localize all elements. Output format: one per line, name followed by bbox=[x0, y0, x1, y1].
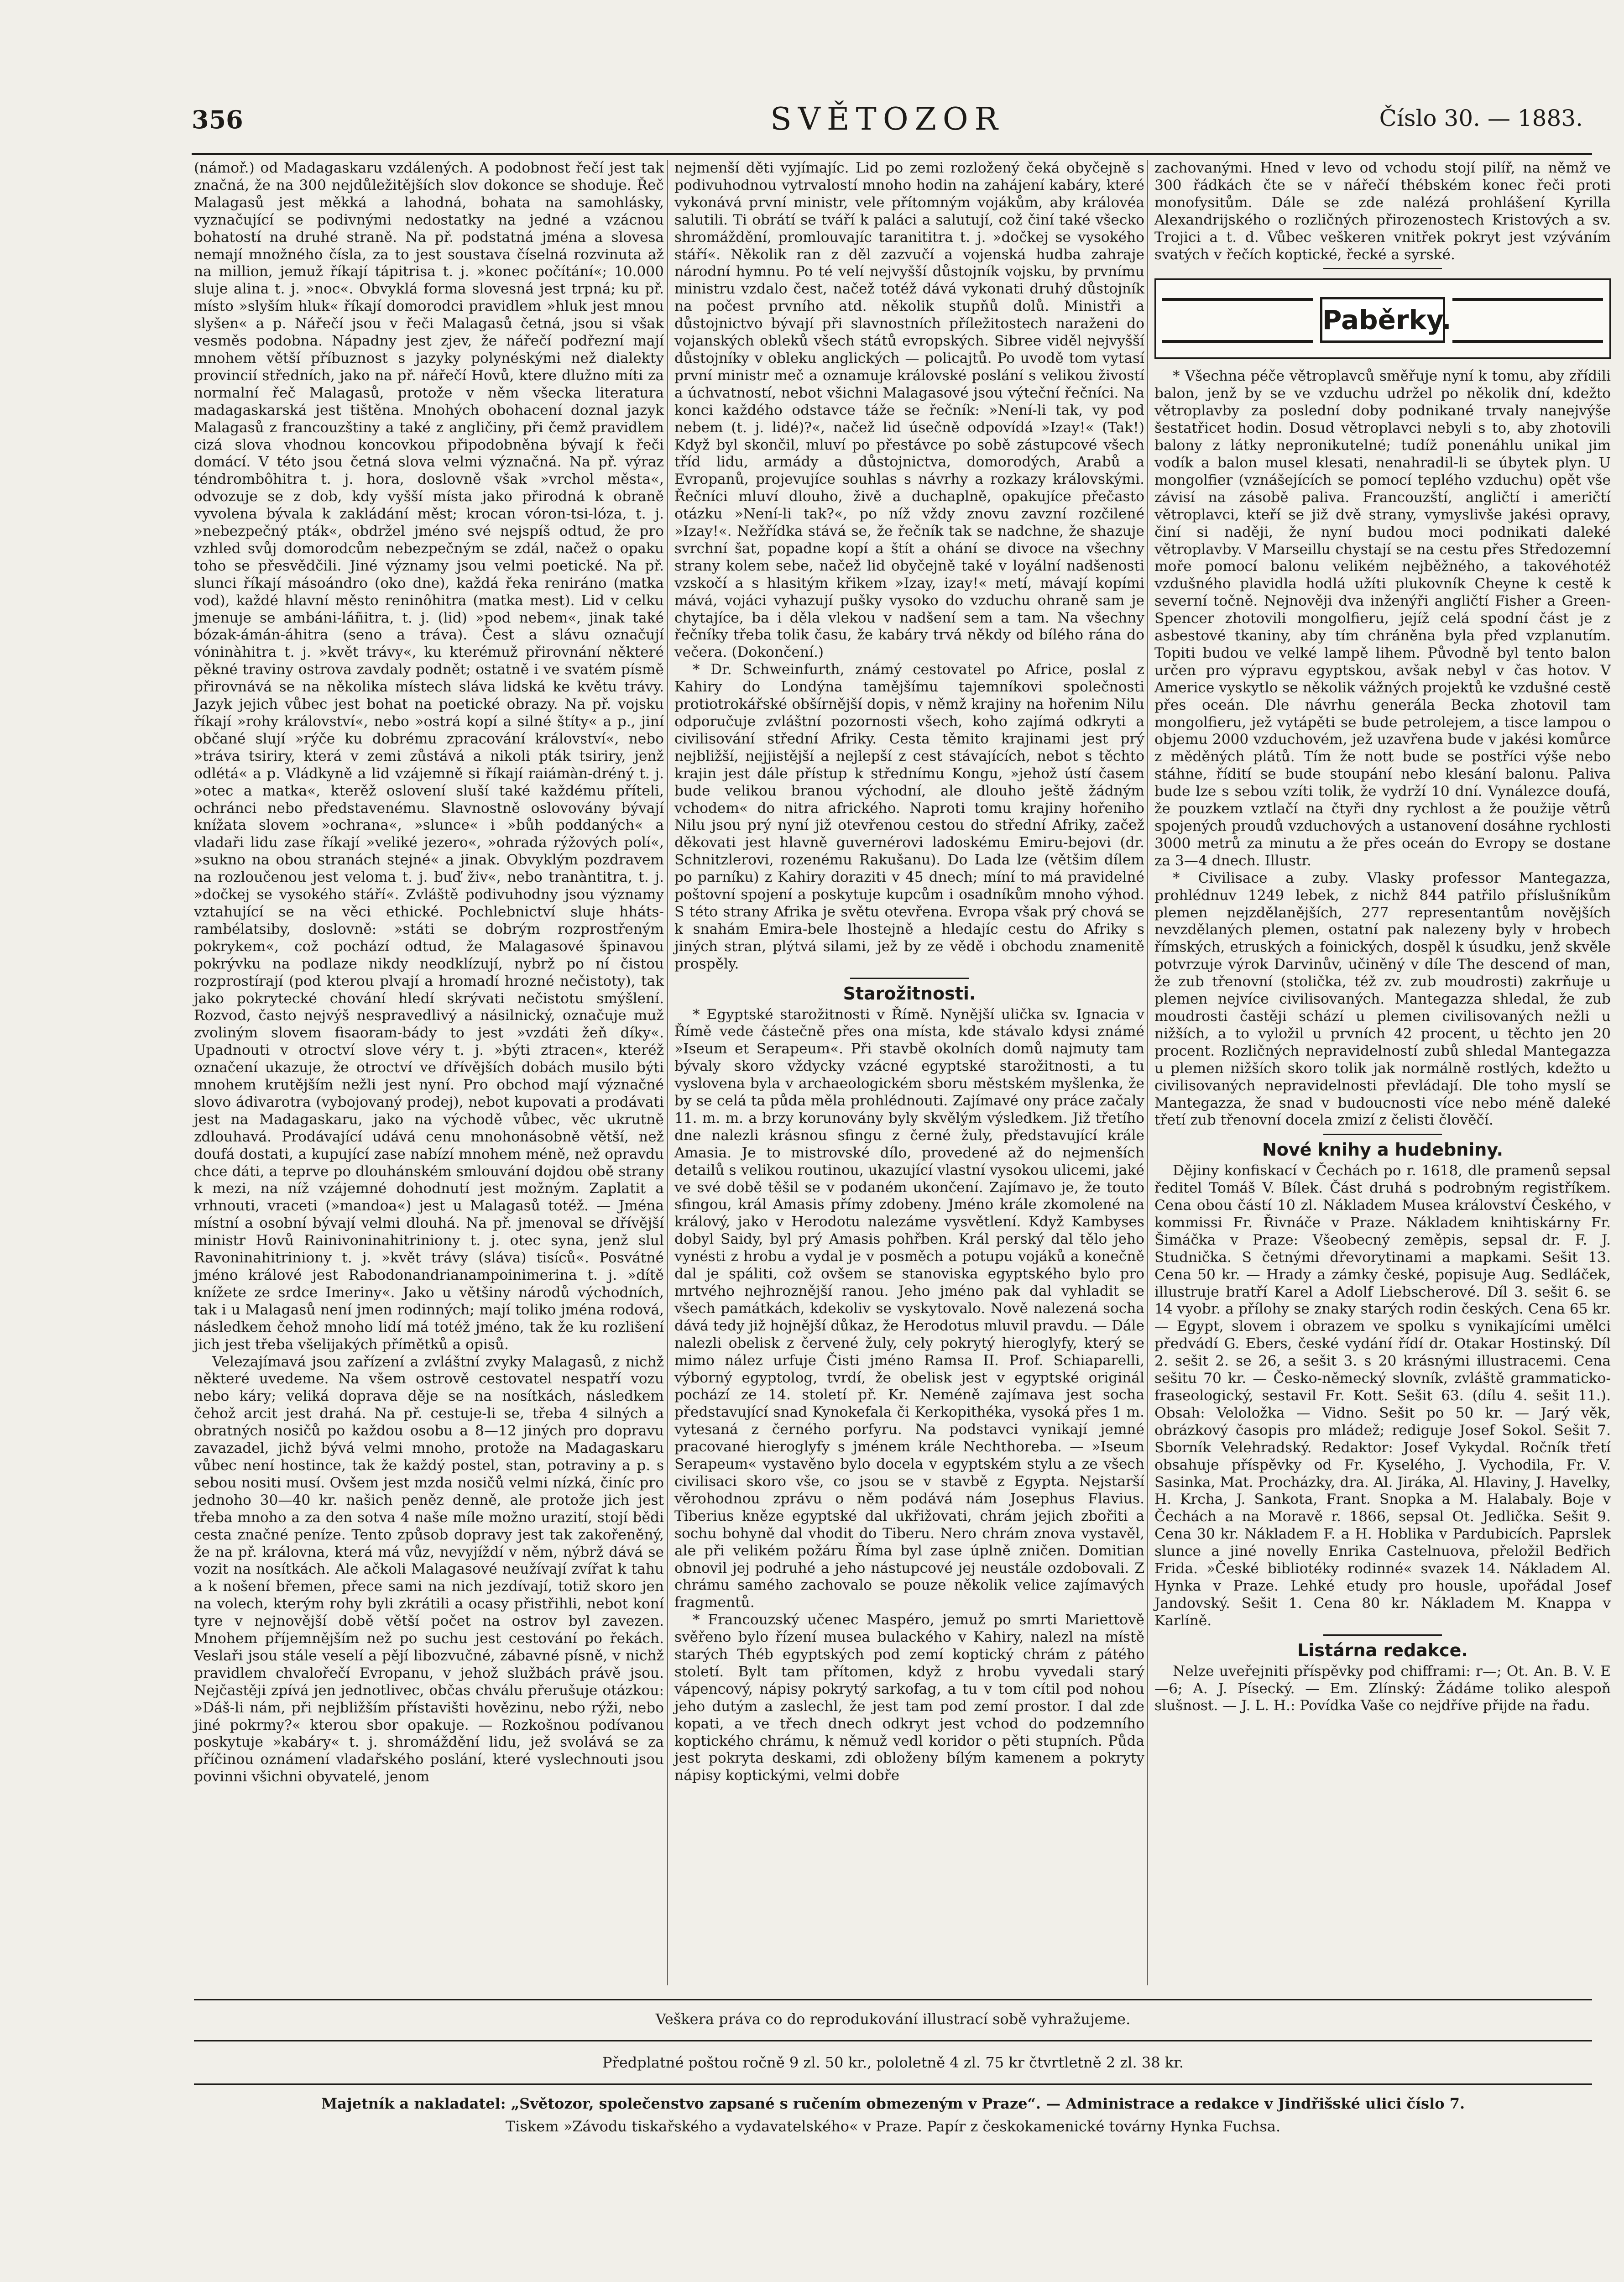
article-paragraph: (námoř.) od Madagaskaru vzdálených. A podobnost řečí jest tak značná, že na 300 nejdůležitějších slov dokonce se shoduje. Řeč Malagasů jest měkká a lahodná, bohata na samohlásky, vyznačující se podivnými nedostatky na jedné a vzácnou bohatostí na druhé straně. Na př. podstatná jména a slovesa nemají množného čísla, za to jest soustava číselná rozvinuta až na million, jemuž říkají tápitrisa t. j. »konec počítání«; 10.000 sluje alina t. j. »noc«. Obvyklá forma slovesná jest trpná; ku př. místo »slyším hluk« říkají domorodci pravidlem »hluk jest mnou slyšen« a p. Nářečí jsou v řeči Malagasů četná, jsou si však vesměs podobna. Nápadny jest zjev, že nářečí podřezní mají mnohem větší příbuznost s jazyky polynéskými než dialekty provincií středních, jako na př. nářečí Hovů, ktere dlužno míti za normalní řeč Malagasů, protože v něm všecka literatura madagaskarská jest tištěna. Mnohých obohacení doznal jazyk Malagasů z francouzštiny a také z angličiny, při čemž pravidlem cizá slova vhodnou koncovkou připodobněna bývají k řeči domácí. V této jsou četná slova velmi význačná. Na př. výraz téndrombôhitra t. j. hora, doslovně však »vrchol města«, odvozuje se z dob, kdy vyšší místa jako přirodná k obraně vyvolena bývala k zakládání měst; krocan vóron-tsi-lóza, t. j. »nebezpečný pták«, obdržel jméno své nejspíš odtud, že pro vzhled svůj domorodcům nebezpečným se zdál, načež o opaku toho se přesvědčili. Jiné významy jsou velmi poetické. Na př. slunci říkají másoándro (oko dne), každá řeka reniráno (matka vod), každé hlavní město reninôhitra (matka mest). Lid v celku jmenuje se ambáni-láñitra, t. j. (lid) »pod nebem«, jinak také bózak-ámán-áhitra (seno a tráva). Čest a slávu označují vóninàhitra t. j. »květ trávy«, ku kterémuž přirovnání některé pěkné traviny ostrova zavdaly podnět; ostatně i ve svatém písmě přirovnává se na několika místech sláva lidská ke květu trávy. Jazyk jejich vůbec jest bohat na poetické obrazy. Na př. vojsku říkají »rohy království«, nebo »ostrá kopí a silné štíty« a p., jiní občané slují »rýče ku dobrému zpracování království«, nebo »tráva tsiriry, která v zemi zůstává a nikoli pták tsiriry, jenž odlétá« a p. Vládkyně a lid vzájemně si říkají raiámàn-dréný t. j. »otec a matka«, kterěž oslovení sluší také každému příteli, ochránci nebo představenému. Slavnostně oslovovány bývají knížata slovem »ochrana«, »slunce« i »bůh poddaných« a vladaři lidu zase říkají »veliké jezero«, »ohrada rýžových polí«, »sukno na obou stranách stejné« a jinak. Obvyklým pozdravem na rozloučenou jest veloma t. j. buď živ«, nebo tranàntitra, t. j. »dočkej se vysokého stáří«. Zvláště podivuhodny jsou významy vztahující se na věci ethické. Pochlebnictví sluje hháts-rambélatsiby, doslovně: »státi se dobrým rozprostřeným pokrykem«, což pochází odtud, že Malagasové špinavou pokrývku na podlaze nikdy neodklízují, nybrž po ní čistou rozprostírají (pod kterou plvají a hromadí hrozné nečistoty), tak jako pokrytecké chování hledí skrývati nečistotu smýšlení. Rozvod, často nejvýš nespravedlivý a násilnický, označuje muž zvoliným slovem fisaoram-bády to jest »vzdáti žeň díky«. Upadnouti v otroctví slove véry t. j. »býti ztracen«, kteréž označení ukazuje, že otroctví ve dřívějších dobách musilo býti mnohem krutějším nežli jest nyní. Pro obchod mají význačné slovo ádivarotra (vybojovaný prodej), nebot kupovati a prodávati jest na Madagaskaru, jako na východě vůbec, věc ukrutně zdlouhavá. Prodávající udává cenu mnohonásobně větší, než doufá dostati, a kupující zase nabízí mnohem méně, než opravdu chce dáti, a teprve po dlouhánském smlouvání dojdou obě strany k mezi, na níž vzájemné dohodnutí jest možným. Zaplatit a vrhnouti, vraceti (»mandoa«) jest u Malagasů totéž. — Jména místní a osobní bývají velmi dlouhá. Na př. jmenoval se dřívější ministr Hovů Rainivoninahitriniony t. j. otec syna, jenž slul Ravoninahitriniony t. j. »květ trávy (sláva) tisíců«. Posvátné jméno králové jest Rabodonandrianampoinimerina t. j. »dítě knížete ze srdce Imeriny«. Jako u většiny národů východních, tak i u Malagasů není jmen rodinných; mají toliko jména rodová, následkem čehož mnoho lidí má totéž jméno, tak že ku rozlišení jich jest třeba všelijakých přímětků a opisů. bbox=[194, 160, 664, 1353]
footer-rule bbox=[194, 2040, 1592, 2041]
book-listings: Dějiny konfiskací v Čechách po r. 1618, dle pramenů sepsal ředitel Tomáš V. Bílek. Část druhá s podrobným registříkem. Cena obou částí 10 zl. Nákladem Musea království Českého, v kommissi Fr. Řivnáče v Praze. Nákladem knihtiskárny Fr. Šimáčka v Praze: Všeobecný zeměpis, sepsal dr. F. J. Studnička. S četnými dřevorytinami a mapkami. Sešit 13. Cena 50 kr. — Hrady a zámky české, popisuje Aug. Sedláček, illustruje bratří Karel a Adolf Liebscherové. Díl 3. sešit 6. se 14 vyobr. a přílohy se znaky starých rodin českých. Cena 65 kr. — Egypt, slovem i obrazem ve spolku s vynikajícími umělci předvádí G. Ebers, české vydání řídí dr. Otakar Hostinský. Díl 2. sešit 2. se 26, a sešit 3. s 20 krásnými illustracemi. Cena sešitu 70 kr. — Česko-německý slovník, zvláště grammaticko-fraseologický, sestavil Fr. Kott. Sešit 63. (dílu 4. sešit 11.). Obsah: Veloložka — Vidno. Sešit po 50 kr. — Jarý věk, obrázkový časopis pro mládež; rediguje Josef Sokol. Sešit 7. Sborník Velehradský. Redaktor: Josef Vykydal. Ročník třetí obsahuje příspěvky od Fr. Kyselého, J. Vychodila, Fr. V. Sasinka, Mat. Procházky, dra. Al. Jiráka, Al. Hlaviny, J. Havelky, H. Krcha, J. Sankota, Frant. Snopka a M. Halabaly. Boje v Čechách a na Moravě r. 1866, sepsal Ot. Jedlička. Sešit 9. Cena 30 kr. Nákladem F. a H. Hoblika v Pardubicích. Paprslek slunce a jiné novelly Enrika Castelnuova, přeložil Bedřich Frida. »České bibliotéky rodinné« svazek 14. Nákladem Al. Hynka v Praze. Lehké etudy pro housle, upořádal Josef Jandovský. Sešit 1. Cena 80 kr. Nákladem M. Knappa v Karlíně. bbox=[1154, 1162, 1611, 1629]
subscription-price: Předplatné poštou ročně 9 zl. 50 kr., pololetně 4 zl. 75 kr čtvrtletně 2 zl. 38 kr. bbox=[602, 2054, 1184, 2071]
news-item: * Všechna péče větroplavců směřuje nyní k tomu, aby zřídili balon, jenž by se ve vzduchu udržel po několik dní, kdežto větroplavby za poslední doby podnikané trvaly nanejvýše šestatřicet hodin. Dosud větroplavci nebyli s to, aby zhotovili balony z látky nepronikutelné; tudíž ponenáhlu unikal jim vodík a balon musel klesati, nenahradil-li se úbytek plyn. U mongolfier (vznášejících se pomocí teplého vzduchu) opět vše závisí na zásobě paliva. Francouzští, angličtí i američtí větroplavci, kteří se již dvě strany, vymyslivše jakési opravy, činí si naději, že nyní budou moci podnikati daleké větroplavby. V Marseillu chystají se na cestu přes Středozemní moře pomocí balonu velikém nejběžného, a takovéhotéž vzdušného plavidla hodlá užíti plukovník Cheyne k cestě k severní točně. Nejnověji dva inženýři angličtí Fisher a Green-Spencer zhotovili mongolfieru, jejíž celá spodní část je z asbestové tkaniny, aby tím chráněna byla před vzplanutím. Topiti budou ve velké lampě lihem. Původně byl tento balon určen pro výpravu egyptskou, avšak nebyl v čas hotov. V Americe vyskytlo se několik vážných projektů ke vzdušné cestě přes oceán. Dle návrhu generála Becka zhotovil tam mongolfieru, jež vytápěti se bude petrolejem, a tisce lampou o objemu 2000 vzduchovém, jež uzavřena bude v jakési komůrce z měděných plátů. Tím že nott bude se postříci výše nebo stáhne, řídití se bude stoupání nebo klesání balonu. Paliva bude lze s sebou vzíti tolik, že vydrží 10 dní. Vynálezce doufá, že pouzkem vztlačí na čtyři dny rychlost a že použije větrů spojených proudů vzduchových a ustanovení dosáhne rychlosti 3000 metrů za minutu a že přes oceán do Evropy se dostane za 3—4 dnech. Illustr. bbox=[1154, 368, 1611, 869]
column-1 bbox=[194, 160, 664, 1786]
article-paragraph: nejmenší děti vyjímajíc. Lid po zemi rozložený čeká obyčejně s podivuhodnou vytrvalostí mnoho hodin na zahájení kabáry, které vykonává první ministr, vele přítomným vojákům, aby královéa salutili. Ti obrátí se tváří k paláci a salutují, což činí také všecko shromáždění, promlouvajíc taranititra t. j. »dočkej se vysokého stáří«. Několik ran z děl zazvučí a vojenská hudba zahraje národní hymnu. Po té velí nejvyšší důstojník vojsku, by prvnímu ministru vzdalo čest, načež totéž dává vykonati druhý důstojník na počest prvního atd. několik stupňů dolů. Ministři a důstojnictvo bývají při slavnostních příležitostech naraženi do vojanských obleků všech států evropských. Sibree viděl nejvyšší důstojníky v obleku anglických — policajtů. Po uvodě tom vytasí první ministr meč a oznamuje královské poslání s velikou živostí a úchvatností, nebot všichni Malagasové jsou výteční řečníci. Na konci každého odstavce táže se řečník: »Není-li tak, vy pod nebem (t. j. lidé)?«, načež lid úsečně odpovídá »Izay!« (Tak!) Když byl skončil, mluví po přestávce po sobě zástupcové všech tříd lidu, armády a důstojnictva, domorodých, Arabů a Evropanů, projevujíce souhlas s návrhy a rozkazy královskými. Řečníci mluví dlouho, živě a duchaplně, opakujíce přečasto otázku »Není-li tak?«, po níž vždy znovu zavzní rozčilené »Izay!«. Nežřídka stává se, že řečník tak se nadchne, že shazuje svrchní šat, popadne kopí a štít a ohání se divoce na všechny strany kolem sebe, načež lid obyčejně také v loyální nadšenosti vzskočí a s hlasitým křikem »Izay, izay!« metí, mávají kopími mává, vojáci vyhazují pušky vysoko do vzduchu ohraně sam je chytajíce, ba i děla vlekou v nadšení sem a tam. Na všechny řečníky třeba tolik času, že kabáry trvá někdy od bílého rána do večera. (Dokončení.) bbox=[674, 160, 1144, 661]
column-divider bbox=[667, 160, 668, 1985]
banner-title: Paběrky. bbox=[1320, 297, 1445, 343]
section-rule bbox=[1323, 268, 1442, 269]
page-number: 356 bbox=[192, 105, 243, 134]
page-header bbox=[192, 101, 1583, 160]
publisher-line: Majetník a nakladatel: „Světozor, společenstvo zapsané s ručením obmezeným v Praze“. — Administrace a redakce v Jindřišské ulici číslo 7. bbox=[321, 2095, 1465, 2112]
journal-title: SVĚTOZOR bbox=[770, 101, 1004, 137]
issue-info: Číslo 30. — 1883. bbox=[1379, 105, 1583, 131]
section-heading: Listárna redakce. bbox=[1297, 1640, 1468, 1660]
section-rule bbox=[1323, 1134, 1442, 1135]
section-rule bbox=[1323, 1634, 1442, 1636]
column-divider bbox=[1147, 160, 1148, 1985]
column-3 bbox=[1154, 160, 1611, 1715]
printer-line: Tiskem »Závodu tiskařského a vydavatelského« v Praze. Papír z českokamenické továrny Hynka Fuchsa. bbox=[505, 2118, 1281, 2135]
article-paragraph: Velezajímavá jsou zařízení a zvláštní zvyky Malagasů, z nichž některé uvedeme. Na všem ostrově cestovatel nespatří vozu nebo káry; veliká doprava děje se na nosítkách, následkem čehož arcit jest drahá. Na př. cestuje-li se, třeba 4 silných a obratných nosičů po každou osobu a 8—12 jiných pro dopravu zavazadel, jichž bývá velmi mnoho, protože na Madagaskaru vůbec není hostince, tak že každý postel, stan, potraviny a p. s sebou nositi musí. Ovšem jest mzda nosičů velmi nízká, činíc pro jednoho 30—40 kr. našich peněz denně, ale protože jich jest třeba mnoho a za den sotva 4 naše míle možno urazití, stojí bědi cesta značné peníze. Tento způsob dopravy jest tak zakořeněný, že na př. královna, která má vůz, nevyjíždí v něm, nýbrž dává se vozit na nosítkách. Ale ačkoli Malagasové neužívají zvířat k tahu a k nošení břemen, přece sami na nich jezdívají, totiž skoro jen na volech, kterým rohy byli zkrátili a ocasy přistřihli, nebot koní tyre v nejnovější době větší počet na ostrov byl zavezen. Mnohem příjemnějším než po suchu jest cestování po řekách. Veslaři jsou stále veselí a pějí libozvučné, zábavné písně, v nichž pravidlem chvalořečí Evropanu, v jehož službách právě jsou. Nejčastěji zpívá jen jednotlivec, občas chválu přerušuje otázkou: »Dáš-li nám, při nejbližším přístavišti hovězinu, nebo rýži, nebo jiné pokrmy?« kterou sbor opakuje. — Rozkošnou podívanou poskytuje »kabáry« t. j. shromáždění lidu, jež svolává se za příčinou oznámení vladařského poslání, které vyslechnouti jsou povinni všichni obyvatelé, jenom bbox=[194, 1353, 664, 1785]
editor-notes: Nelze uveřejniti příspěvky pod chifframi: r—; Ot. An. B. V. E—6; A. J. Písecký. — Em. Zlínský: Žádáme toliko alespoň slušnost. — J. L. H.: Povídka Vaše co nejdříve přijde na řadu. bbox=[1154, 1663, 1611, 1714]
footer-rule bbox=[194, 1999, 1592, 2000]
news-item: * Francouzský učenec Maspéro, jemuž po smrti Mariettově svěřeno bylo řízení musea bulackého v Kahiry, nalezl na místě starých Théb egyptských pod zemí koptický chrám z pátého století. Bylt tam přítomen, když z hrobu vyvedali starý vápencový, nápisy pokrytý sarkofag, a tu v tom cítil pod nohou jeho dutým a zaslechl, že jest tam pod zemí prostor. I dal zde kopati, a ve třech dnech odkryt jest vchod do podzemního koptického chrámu, k němuž vedl koridor o pěti stupních. Půda jest pokryta deskami, zdi obloženy bílým kamenem a pokryty nápisy koptickými, velmi dobře bbox=[674, 1612, 1144, 1784]
section-heading: Starožitnosti. bbox=[843, 983, 976, 1004]
article-paragraph: zachovanými. Hned v levo od vchodu stojí pilíř, na němž ve 300 řádkách čte se v nářečí thébském konec řeči proti monofysitům. Dále se zde nalézá prohlášení Kyrilla Alexandrijského o rozličných přirozenostech Kristových a sv. Trojici a t. d. Vůbec veškeren vnitřek pokryt jest vzýváním svatých v řečích koptické, řecké a syrské. bbox=[1154, 160, 1611, 263]
rights-notice: Veškera práva co do reprodukování illustrací sobě vyhražujeme. bbox=[655, 2010, 1131, 2028]
section-rule bbox=[850, 978, 969, 979]
column-2 bbox=[674, 160, 1144, 1785]
news-item: * Dr. Schweinfurth, známý cestovatel po Africe, poslal z Kahiry do Londýna tamějšímu tajemníkovi společnosti protiotrokářské obšírnější dopis, v němž krajiny na hořenim Nilu odporučuje zvláštní pozornosti všech, koho zajímá odkryti a civilisování střední Afriky. Cesta těmito krajinami jest prý nejbližší, nejjistější a nejlepší z cest stávajících, nebot s těchto krajin jest dále přístup k střednímu Kongu, »jehož ústí časem bude velikou branou východní, ale dlouho ještě žádným vchodem« do nitra afrického. Naproti tomu krajiny hořeniho Nilu jsou prý nyní již otevřenou cestou do střední Afriky, začež děkovati jest hlavně guvernérovi ladoskému Emiru-bejovi (dr. Schnitzlerovi, rozenému Rakušanu). Do Lada lze (většim dílem po parníku) z Kahiry doraziti v 45 dnech; míní to má pravidelné poštovní spojení a poskytuje kupcům i osadníkům mnoho výhod. S této strany Afrika je světu otevřena. Evropa však prý chová se k snahám Emira-bele lhostejně a hledajíc cestu do Afriky s jiných stran, plýtvá silami, jež by ze vědě i obchodu znamenitě prospěly. bbox=[674, 661, 1144, 972]
ornament-right bbox=[1452, 298, 1603, 343]
ornament-left bbox=[1162, 298, 1313, 343]
footer-rule bbox=[194, 2083, 1592, 2085]
news-item: * Civilisace a zuby. Vlasky professor Mantegazza, prohlédnuv 1249 lebek, z nichž 844 patřilo příslušníkům plemen nejzdělanějších, 277 representantům novějších nevzdělaných plemen, ostatní pak nalezeny byly v hrobech římských, etruských a foinických, dospěl k úsudku, jenž skvěle potvrzuje výrok Darvinův, učiněný v díle The descend of man, že zub třenovní (stolička, též zv. zub moudrosti) zakrňuje u plemen nejvíce civilisovaných. Mantegazza shledal, že zub moudrosti častěji schází u plemen civilisovaných nežli u nižších, a to vyložil u prvních 42 procent, u těchto jen 20 procent. Rozličných nepravidelností zubů shledal Mantegazza u plemen nižších skoro tolik jak normálně rostlých, kdežto u civilisovaných nepravidelnosti převládají. Dle toho myslí se Mantegazza, že snad v budoucnosti více nebo méně daleké třetí zub třenovní docela zmizí z čelisti člověčí. bbox=[1154, 869, 1611, 1129]
news-item: * Egyptské starožitnosti v Římě. Nynější ulička sv. Ignacia v Římě vede částečně přes ona místa, kde stávalo kdysi známé »Iseum et Serapeum«. Při stavbě okolních domů najmuty tam bývaly skoro vždycky vzácné egyptské starožitnosti, a tu vyslovena byla v archaeologickém sboru městském myšlenka, že by se celá ta půda měla prohlédnouti. Zajímavé ony práce začaly 11. m. m. a brzy korunovány byly skvělým výsledkem. Již třetího dne nalezli krásnou sfingu z černé žuly, představující krále Amasia. Je to mistrovské dílo, provedené až do nejmenších detailů s velikou routinou, ukazující vlastní vysokou ulicemi, jaké ve své době těšil se v podaném ukončení. Zajímavo je, že touto sfingou, král Amasis přímy zdobeny. Jméno krále zkomolené na králový, jako v Herodotu nalezáme vysvětlení. Když Kambyses dobyl Saidy, byl prý Amasis pohřben. Král perský dal tělo jeho vynésti z hrobu a vydal je v posměch a potupu vojáků a konečně dal je spáliti, což ovšem se stanoviska egyptského bylo pro mrtvého nejhroznější ranou. Jeho jméno pak dal vyhladit se všech památkách, kdekoliv se vyskytovalo. Nově nalezená socha dává tedy již hojnější důkaz, že Herodotus mluvil pravdu. — Dále nalezli obelisk z červené žuly, cely pokrytý hieroglyfy, který se mimo nález urfuje Čisti jméno Ramsa II. Prof. Schiaparelli, výborný egyptolog, tvrdí, že obelisk jest v egyptské originál pochází ze 14. století př. Kr. Neméně zajímava jest socha představující snad Kynokefala či Kerkopithéka, vysoká přes 1 m. vytesaná z černého porfyru. Na podstavci vynikají jemné pracované hieroglyfy s jménem krále Nechthoreba. — »Iseum Serapeum« vystavěno bylo docela v egyptském stylu a ze všech civilisaci skoro vše, co jsou se v stavbě z Egypta. Nejstarší věrohodnou zprávu o něm podává nám Josephus Flavius. Tiberius kněze egyptské dal ukřižovati, chrám jejich zbořiti a sochu bohyně dal vhodit do Tiberu. Nero chrám znova vystavěl, ale při velikém požáru Říma byl zase úplně zničen. Domitian obnovil jej podruhé a jeho nástupcové jej neustále ozdobovali. Z chrámu samého zachovalo se pouze několik velice zajímavých fragmentů. bbox=[674, 1006, 1144, 1611]
section-heading: Nové knihy a hudebniny. bbox=[1262, 1140, 1504, 1160]
section-banner bbox=[1154, 278, 1611, 359]
header-rule bbox=[192, 153, 1592, 155]
